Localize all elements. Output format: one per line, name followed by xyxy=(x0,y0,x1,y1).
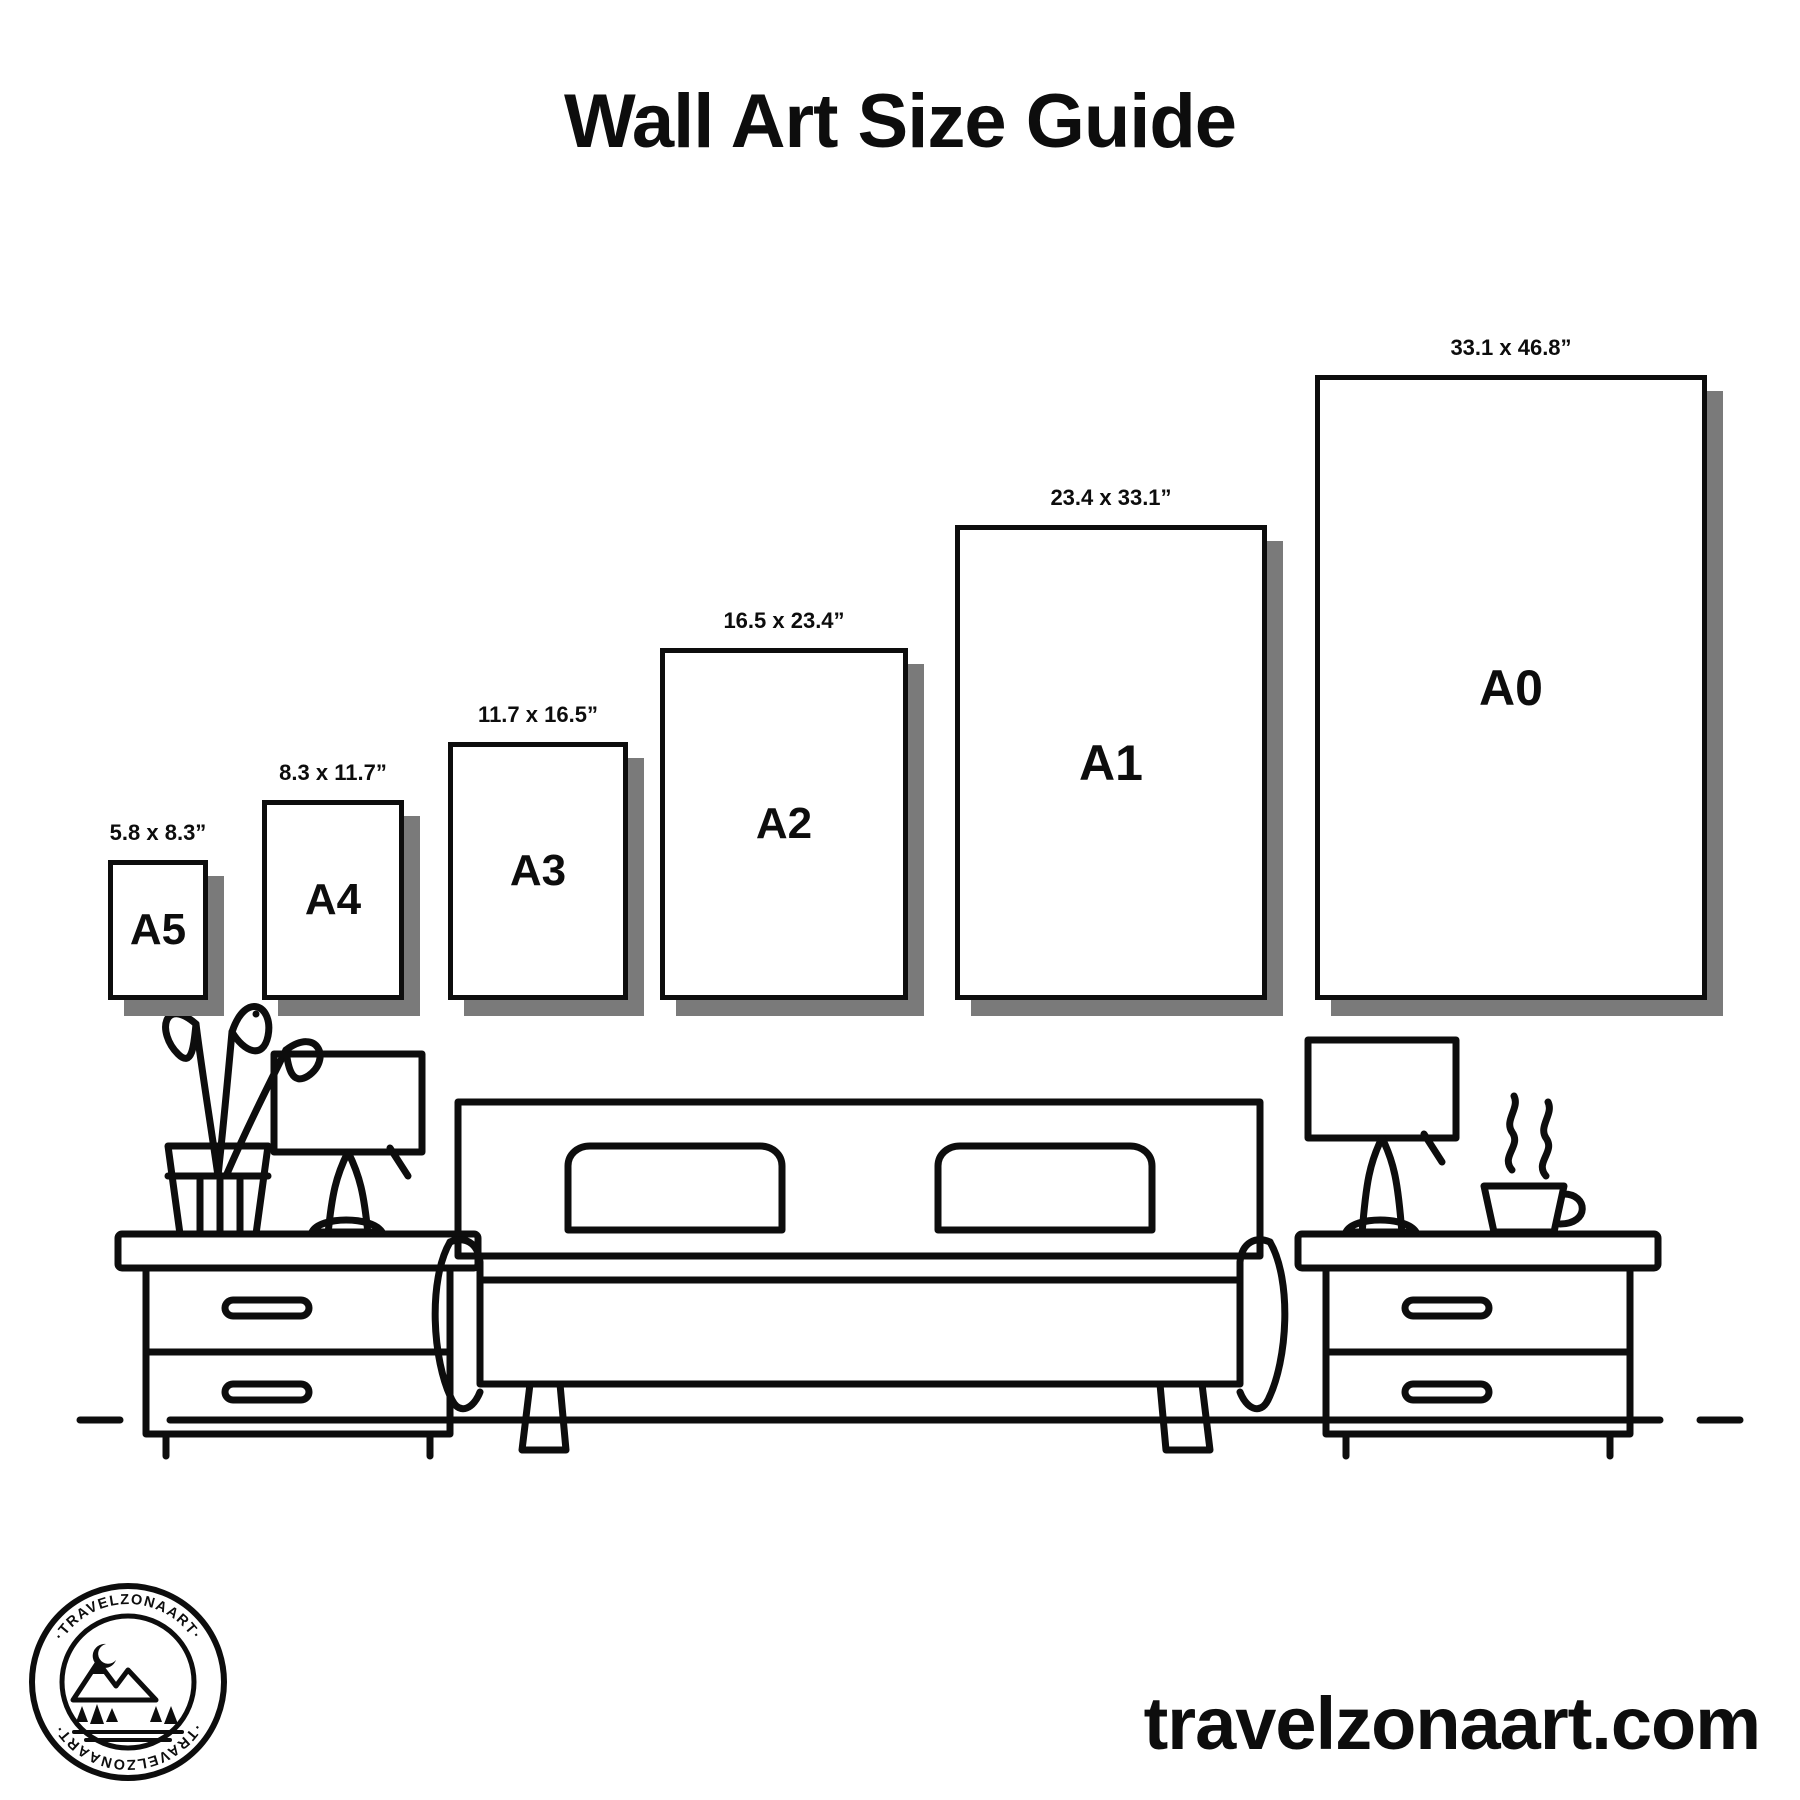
frame-size-label: A0 xyxy=(1479,659,1543,716)
frame-box[interactable] xyxy=(955,525,1267,1000)
brand-logo xyxy=(28,1582,228,1782)
table-lamp-right xyxy=(1308,1040,1456,1234)
frame-box[interactable] xyxy=(108,860,208,1000)
bedroom-illustration xyxy=(60,980,1760,1500)
frame-size-label: A3 xyxy=(509,846,567,895)
logo-ring-text-top: ·TRAVELZONAART· xyxy=(51,1591,205,1644)
frame-size-row xyxy=(0,280,1800,1000)
frame-a0[interactable] xyxy=(1315,335,1707,1000)
frame-a1[interactable] xyxy=(955,485,1267,1000)
frame-dimensions-label: 16.5 x 23.4” xyxy=(723,608,845,633)
frame-dimensions-label: 23.4 x 33.1” xyxy=(1050,485,1172,510)
frame-a5[interactable] xyxy=(108,820,208,1000)
page-title: Wall Art Size Guide xyxy=(563,79,1237,164)
frame-size-label: A2 xyxy=(755,799,813,848)
frame-dimensions-label: 5.8 x 8.3” xyxy=(109,820,207,845)
frame-dimensions-label: 11.7 x 16.5” xyxy=(478,702,598,727)
table-lamp-left xyxy=(256,1014,422,1234)
frame-a4[interactable] xyxy=(262,760,404,1000)
coffee-cup xyxy=(1484,1096,1582,1232)
frame-dimensions-label: 8.3 x 11.7” xyxy=(279,760,387,785)
frame-size-label: A5 xyxy=(129,905,187,954)
frame-size-label: A1 xyxy=(1079,734,1143,791)
frame-box[interactable] xyxy=(448,742,628,1000)
frame-a2[interactable] xyxy=(660,608,908,1000)
bed xyxy=(435,1102,1285,1450)
plant-vase xyxy=(166,1006,321,1234)
frame-box[interactable] xyxy=(1315,375,1707,1000)
frame-box[interactable] xyxy=(262,800,404,1000)
logo-ring-text-bottom: ·TRAVELZONAART· xyxy=(51,1720,205,1773)
website-url: travelzonaart.com xyxy=(1143,1682,1760,1765)
frame-size-label: A4 xyxy=(304,875,362,924)
frame-a3[interactable] xyxy=(448,702,628,1000)
frame-dimensions-label: 33.1 x 46.8” xyxy=(1450,335,1572,360)
frame-box[interactable] xyxy=(660,648,908,1000)
